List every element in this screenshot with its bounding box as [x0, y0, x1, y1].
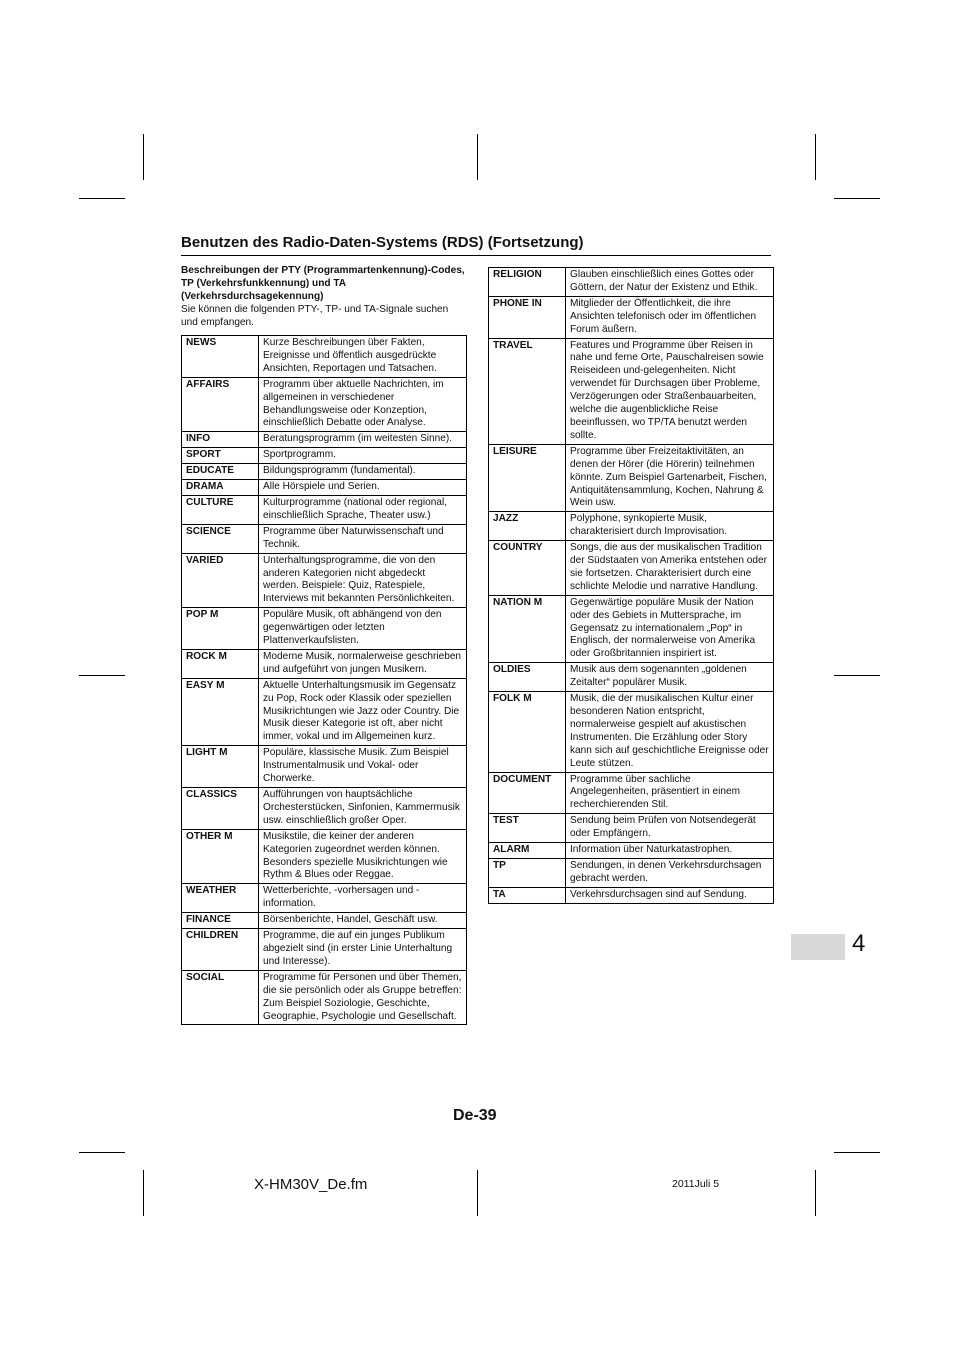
crop-mark: [815, 134, 816, 180]
pty-description: Bildungsprogramm (fundamental).: [259, 464, 467, 480]
pty-code: LIGHT M: [182, 746, 259, 788]
pty-code: POP M: [182, 608, 259, 650]
pty-description: Polyphone, synkopierte Musik, charakterisiert durch Improvisation.: [566, 512, 774, 541]
pty-code: OLDIES: [489, 663, 566, 692]
table-row: [182, 649, 467, 678]
pty-code: TEST: [489, 814, 566, 843]
table-row: [182, 432, 467, 448]
pty-description: Programm über aktuelle Nachrichten, im allgemeinen in verschiedener Behandlungsweise oder Konzeption, einschließlich Debatte oder Analyse.: [259, 377, 467, 432]
crop-mark: [477, 1170, 478, 1216]
pty-description: Aktuelle Unterhaltungsmusik im Gegensatz zu Pop, Rock oder Klassik oder speziellen Musikrichtungen wie Jazz oder Country. Die Musik dieser Kategorie ist oft, aber nicht immer, vokal und im Allgemeinen kurz.: [259, 678, 467, 746]
table-row: [182, 829, 467, 884]
pty-code: COUNTRY: [489, 541, 566, 596]
pty-code: EDUCATE: [182, 464, 259, 480]
table-row: [489, 296, 774, 338]
pty-description: Wetterberichte, -vorhersagen und -information.: [259, 884, 467, 913]
pty-description: Sportprogramm.: [259, 448, 467, 464]
pty-code: LEISURE: [489, 444, 566, 512]
pty-code: CLASSICS: [182, 788, 259, 830]
pty-code: NATION M: [489, 595, 566, 663]
table-row: [182, 480, 467, 496]
page-number: De-39: [453, 1107, 497, 1124]
pty-description: Programme für Personen und über Themen, die sie persönlich oder als Gruppe betreffen: Zum Beispiel Soziologie, Geschichte, Geographie, Psychologie und Gesellschaft.: [259, 970, 467, 1025]
pty-table-right: [488, 267, 774, 904]
pty-description: Programme, die auf ein junges Publikum abgezielt sind (in erster Linie Unterhaltung und Interesse).: [259, 929, 467, 971]
pty-description: Populäre, klassische Musik. Zum Beispiel Instrumentalmusik und Vokal- oder Chorwerke.: [259, 746, 467, 788]
pty-table-left: [181, 335, 467, 1025]
table-row: [182, 678, 467, 746]
pty-description: Features und Programme über Reisen in nahe und ferne Orte, Pauschalreisen sowie Reiseideen und-gelegenheiten. Nicht verwendet für Durchsagen über Probleme, Verzögerungen oder Straßenbauarbeiten, welche die augenblickliche Reise beeinflussen, wo TP/TA benutzt werden sollte.: [566, 338, 774, 444]
pty-description: Programme über Naturwissenschaft und Technik.: [259, 524, 467, 553]
table-row: [489, 887, 774, 903]
pty-description: Kulturprogramme (national oder regional, einschließlich Sprache, Theater usw.): [259, 495, 467, 524]
table-row: [489, 338, 774, 444]
table-row: [489, 843, 774, 859]
pty-code: FINANCE: [182, 913, 259, 929]
footer-date: 2011Juli 5: [672, 1178, 720, 1190]
pty-description: Gegenwärtige populäre Musik der Nation oder des Gebiets in Muttersprache, im Gegensatz zu internationalem „Pop“ in Englisch, der normalerweise von Amerika oder Großbritannien inspiriert ist.: [566, 595, 774, 663]
crop-mark: [834, 675, 880, 676]
table-row: [489, 595, 774, 663]
crop-mark: [834, 1152, 880, 1153]
pty-code: EASY M: [182, 678, 259, 746]
pty-code: SPORT: [182, 448, 259, 464]
pty-code: RELIGION: [489, 268, 566, 297]
crop-mark: [143, 1170, 144, 1216]
pty-description: Moderne Musik, normalerweise geschrieben und aufgeführt von jungen Musikern.: [259, 649, 467, 678]
pty-description: Alle Hörspiele und Serien.: [259, 480, 467, 496]
pty-description: Musik, die der musikalischen Kultur einer besonderen Nation entspricht, normalerweise gespielt auf akustischen Instrumenten. Die Erzählung oder Story kann sich auf geschichtliche Ereignisse oder Leute stützen.: [566, 692, 774, 772]
pty-code: TP: [489, 858, 566, 887]
table-row: [182, 495, 467, 524]
table-row: [182, 553, 467, 608]
pty-code: WEATHER: [182, 884, 259, 913]
page-heading: Benutzen des Radio-Daten-Systems (RDS) (Fortsetzung): [181, 234, 771, 256]
pty-code: NEWS: [182, 336, 259, 378]
table-row: [182, 913, 467, 929]
crop-mark: [477, 134, 478, 180]
crop-mark: [79, 1152, 125, 1153]
pty-description: Sendungen, in denen Verkehrsdurchsagen gebracht werden.: [566, 858, 774, 887]
pty-description: Musik aus dem sogenannten „goldenen Zeitalter“ populärer Musik.: [566, 663, 774, 692]
pty-code: PHONE IN: [489, 296, 566, 338]
pty-code: CULTURE: [182, 495, 259, 524]
pty-description: Unterhaltungsprogramme, die von den anderen Kategorien nicht abgedeckt werden. Beispiele: Quiz, Ratespiele, Interviews mit bekannten Persönlichkeiten.: [259, 553, 467, 608]
table-row: [489, 541, 774, 596]
pty-description: Information über Naturkatastrophen.: [566, 843, 774, 859]
pty-code: TA: [489, 887, 566, 903]
pty-description: Kurze Beschreibungen über Fakten, Ereignisse und öffentlich ausgedrückte Ansichten, Reportagen und Tatsachen.: [259, 336, 467, 378]
pty-code: TRAVEL: [489, 338, 566, 444]
pty-description: Musikstile, die keiner der anderen Kategorien zugeordnet werden können. Besonders spezielle Musikrichtungen wie Rythm & Blues oder Reggae.: [259, 829, 467, 884]
table-row: [489, 858, 774, 887]
pty-description: Aufführungen von hauptsächliche Orchesterstücken, Sinfonien, Kammermusik usw. einschließlich großer Oper.: [259, 788, 467, 830]
table-row: [182, 336, 467, 378]
pty-code: FOLK M: [489, 692, 566, 772]
pty-code: OTHER M: [182, 829, 259, 884]
pty-code: DOCUMENT: [489, 772, 566, 814]
table-row: [489, 268, 774, 297]
table-row: [182, 608, 467, 650]
pty-code: ROCK M: [182, 649, 259, 678]
table-row: [489, 444, 774, 512]
pty-code: SOCIAL: [182, 970, 259, 1025]
table-row: [182, 970, 467, 1025]
crop-mark: [143, 134, 144, 180]
pty-description: Glauben einschließlich eines Gottes oder Göttern, der Natur der Existenz und Ethik.: [566, 268, 774, 297]
table-row: [182, 788, 467, 830]
pty-description: Börsenberichte, Handel, Geschäft usw.: [259, 913, 467, 929]
crop-mark: [834, 198, 880, 199]
pty-description: Programme über sachliche Angelegenheiten, präsentiert in einem recherchierenden Stil.: [566, 772, 774, 814]
pty-description: Mitglieder der Öffentlichkeit, die ihre Ansichten telefonisch oder im öffentlichen Forum äußern.: [566, 296, 774, 338]
pty-description: Populäre Musik, oft abhängend von den gegenwärtigen oder letzten Plattenverkaufslisten.: [259, 608, 467, 650]
pty-code: CHILDREN: [182, 929, 259, 971]
table-row: [489, 512, 774, 541]
intro-title: Beschreibungen der PTY (Programmartenkennung)-Codes, TP (Verkehrsfunkkennung) und TA (Verkehrsdurchsagekennung): [181, 265, 465, 302]
intro-block: [181, 265, 467, 330]
pty-description: Programme über Freizeitaktivitäten, an denen der Hörer (die Hörerin) teilnehmen könnte. Zum Beispiel Gartenarbeit, Fischen, Antiquitätensammlung, Kochen, Nahrung & Wein usw.: [566, 444, 774, 512]
crop-mark: [79, 675, 125, 676]
chapter-number: 4: [852, 930, 866, 957]
table-row: [182, 884, 467, 913]
pty-code: AFFAIRS: [182, 377, 259, 432]
crop-mark: [79, 198, 125, 199]
pty-code: DRAMA: [182, 480, 259, 496]
footer-filename: X-HM30V_De.fm: [254, 1176, 368, 1193]
pty-code: SCIENCE: [182, 524, 259, 553]
pty-description: Sendung beim Prüfen von Notsendegerät oder Empfängern.: [566, 814, 774, 843]
pty-code: ALARM: [489, 843, 566, 859]
intro-text: Sie können die folgenden PTY-, TP- und TA-Signale suchen und empfangen.: [181, 303, 449, 328]
table-row: [489, 663, 774, 692]
chapter-tab: [791, 934, 845, 960]
pty-description: Songs, die aus der musikalischen Tradition der Südstaaten von Amerika entstehen oder sie fortsetzen. Charakterisiert durch eine schlichte Melodie und narrative Handlung.: [566, 541, 774, 596]
pty-description: Beratungsprogramm (im weitesten Sinne).: [259, 432, 467, 448]
pty-code: JAZZ: [489, 512, 566, 541]
table-row: [182, 377, 467, 432]
table-row: [489, 772, 774, 814]
table-row: [489, 692, 774, 772]
table-row: [182, 746, 467, 788]
pty-description: Verkehrsdurchsagen sind auf Sendung.: [566, 887, 774, 903]
table-row: [182, 464, 467, 480]
table-row: [182, 929, 467, 971]
pty-code: INFO: [182, 432, 259, 448]
pty-code: VARIED: [182, 553, 259, 608]
table-row: [489, 814, 774, 843]
table-row: [182, 448, 467, 464]
table-row: [182, 524, 467, 553]
crop-mark: [815, 1170, 816, 1216]
